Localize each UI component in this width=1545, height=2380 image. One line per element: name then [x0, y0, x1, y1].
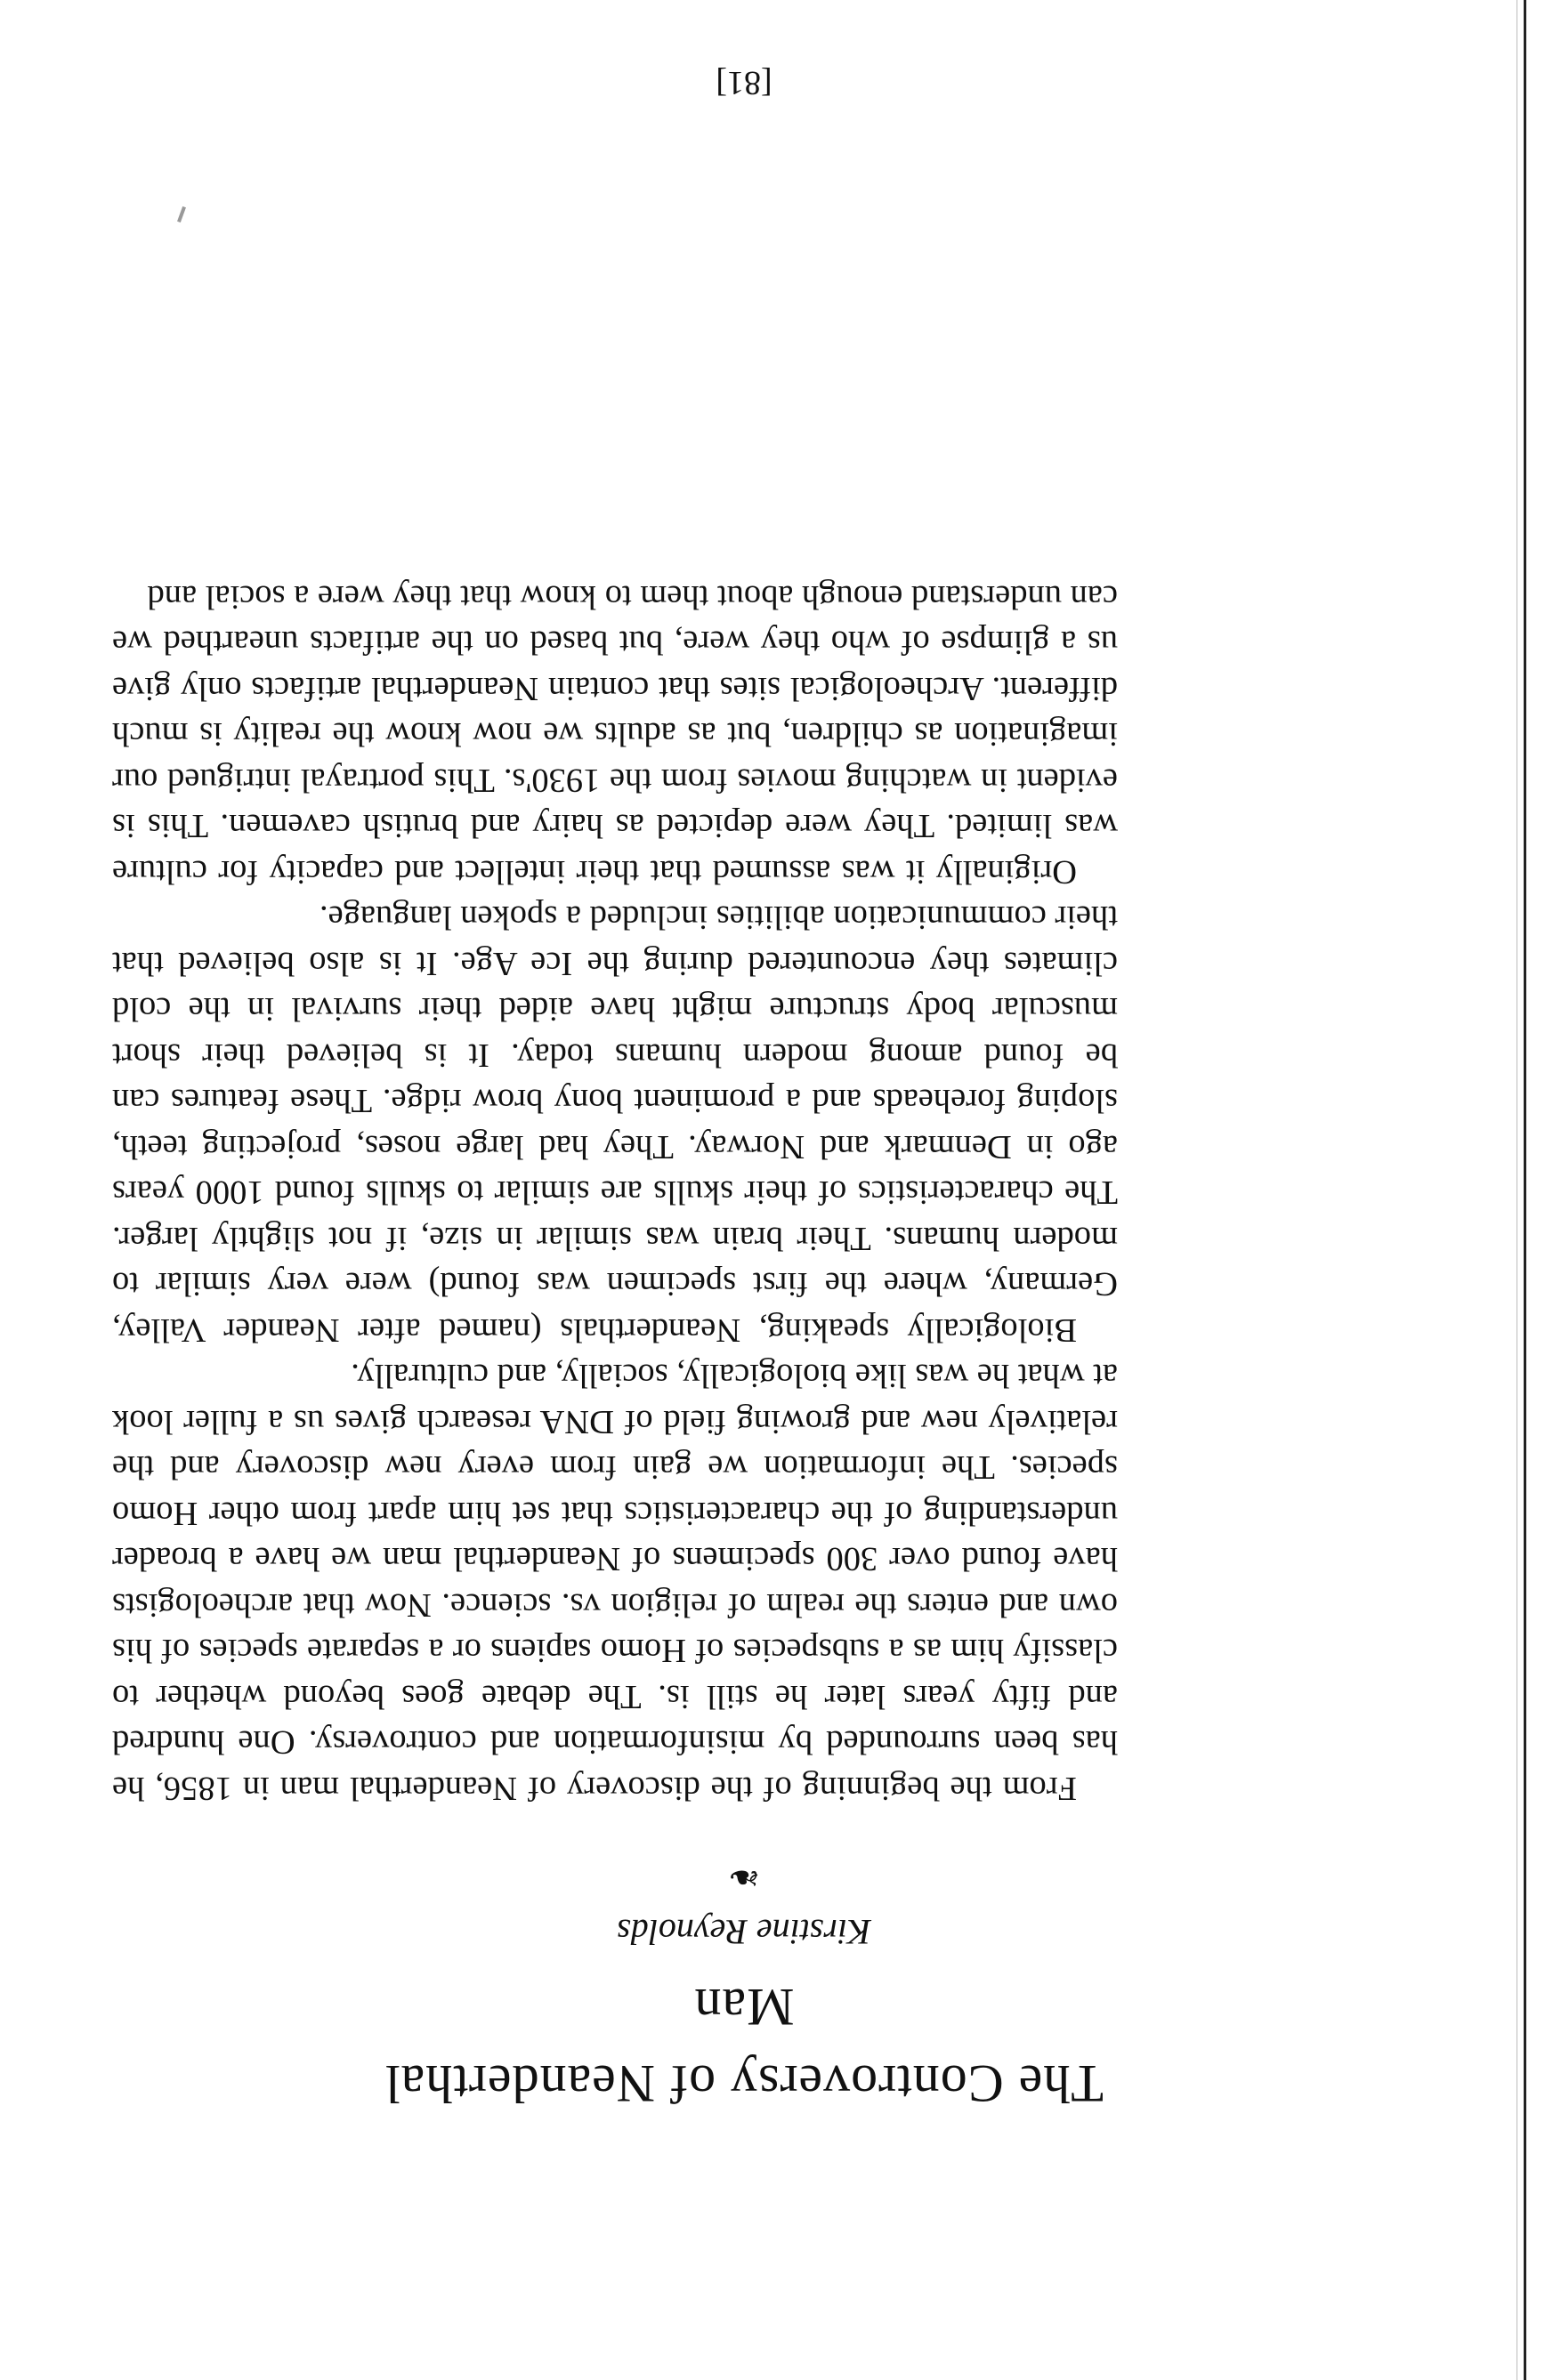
fleuron-ornament: ❧	[727, 1855, 761, 1899]
paragraph-1: From the beginning of the discovery of Neanderthal man in 1856, he has been surrounded by misinformation and controversy. One hundred and fifty years later he still is. The debate goes beyond whether to classify him as a subspecies of Homo sapiens or a separate species of his own and enters the realm of religion vs. science. Now that archeologists have found over 300 specimens of Neanderthal man we have a broader understanding of the characteristics that set him apart from other Homo species. The information we gain from every new discovery and the relatively new and growing field of DNA research gives us a fuller look at what he was like biologically, socially, and culturally.	[112, 1357, 1118, 1807]
author-name: Kirstine Reynolds	[617, 1912, 871, 1952]
scan-speck	[177, 206, 186, 222]
article-title: The Controversy of Neanderthal Man	[384, 1978, 1104, 2113]
page-number: [81]	[716, 64, 772, 101]
paragraph-2: Biologically speaking, Neanderthals (named after Neander Valley, Germany, where the first specimen was found) were very similar to modern humans. Their brain was similar in size, if not slightly larger. The characteristics of their skulls are similar to skulls found 1000 years ago in Denmark and Norway. They had large noses, projecting teeth, sloping foreheads and a prominent bony brow ridge. These features can be found among modern humans today. It is believed their short muscular body structure might have aided their survival in the cold climates they encountered during the Ice Age. It is also believed that their communication abilities included a spoken language.	[112, 899, 1118, 1349]
article-body	[112, 574, 1118, 1811]
paragraph-3: Originally it was assumed that their intellect and capacity for culture was limited. They were depicted as hairy and brutish cavemen. This is evident in watching movies from the 1930's. This portrayal intrigued our imagination as children, but as adults we now know the reality is much different. Archeological sites that contain Neanderthal artifacts only give us a glimpse of who they were, but based on the artifacts unearthed we can understand enough about them to know that they were a social and	[112, 578, 1118, 891]
